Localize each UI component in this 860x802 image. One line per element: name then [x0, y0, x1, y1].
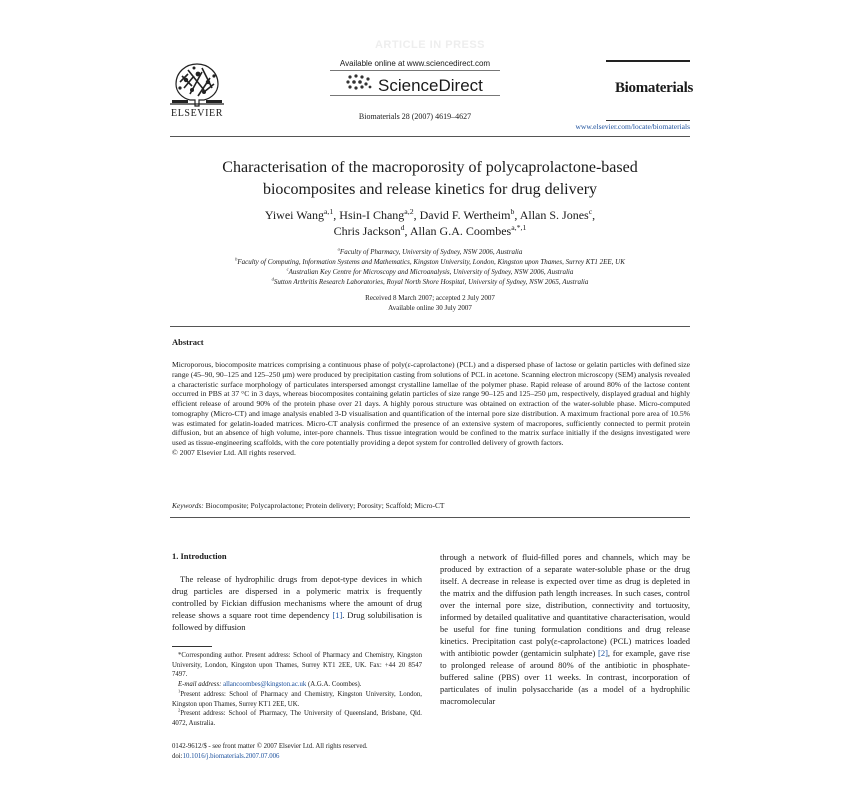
- abstract-divider-top: [170, 326, 690, 327]
- article-dates: [170, 293, 690, 313]
- author[interactable]: Chris Jackson: [333, 224, 401, 238]
- title-line-1: Characterisation of the macroporosity of polycaprolactone-based: [222, 159, 638, 176]
- affiliation: $^c$Australian Key Centre for Microscopy and Microanalysis, University of Sydney, NSW 2006, Australia: [286, 266, 574, 276]
- corresponding-author-note: *Corresponding author. Present address: School of Pharmacy and Chemistry, Kingston University, London, Kingston upon Thames, Surrey KT1 2EE, UK. Fax: +44 20 8547 7497.: [172, 652, 422, 679]
- affiliations: [170, 247, 690, 287]
- received-date: Received 8 March 2007; accepted 2 July 2007: [365, 294, 495, 302]
- affiliation: $^a$Faculty of Pharmacy, University of Sydney, NSW 2006, Australia: [337, 246, 523, 256]
- email-link[interactable]: allancoombes@kingston.ac.uk: [223, 681, 307, 689]
- copyright: © 2007 Elsevier Ltd. All rights reserved.: [172, 447, 296, 457]
- sciencedirect-brand[interactable]: ScienceDirect: [378, 76, 483, 95]
- journal-rule-bottom: [606, 120, 690, 121]
- section-heading-introduction: 1. Introduction: [172, 551, 227, 561]
- online-date: Available online 30 July 2007: [388, 304, 472, 312]
- reference-link[interactable]: [2]: [597, 648, 608, 658]
- author[interactable]: Allan S. Jones: [519, 208, 589, 222]
- affiliation: $^d$Sutton Arthritis Research Laboratories, Royal North Shore Hospital, University of Sydney, NSW 2065, Australia: [271, 276, 589, 286]
- journal-citation: Biomaterials 28 (2007) 4619–4627: [358, 112, 472, 121]
- sciencedirect-icon: [344, 72, 374, 92]
- doi-line: doi:10.1016/j.biomaterials.2007.07.006: [172, 753, 280, 760]
- doi-link[interactable]: 10.1016/j.biomaterials.2007.07.006: [182, 753, 280, 760]
- footnote-2: $^2$Present address: School of Pharmacy, The University of Queensland, Brisbane, Qld. 4072, Australia.: [172, 707, 422, 727]
- author[interactable]: Allan G.A. Coombes: [409, 224, 512, 238]
- abstract-heading: Abstract: [172, 337, 204, 347]
- watermark: ARTICLE IN PRESS: [374, 39, 486, 51]
- author[interactable]: David F. Wertheim: [419, 208, 511, 222]
- header-divider: [170, 136, 690, 137]
- intro-paragraph-left: The release of hydrophilic drugs from depot-type devices in which drug particles are dispersed in a polymeric matrix is frequently controlled by Fickian diffusion mechanisms where the amount of drug release shows a square root time dependency [1]. Drug solubilisation is followed by diffusion: [172, 574, 422, 632]
- issn-line: 0142-9612/$ - see front matter © 2007 Elsevier Ltd. All rights reserved.: [172, 743, 368, 750]
- email-note: E-mail address: allancoombes@kingston.ac.uk (A.G.A. Coombes).: [178, 681, 362, 689]
- author[interactable]: Hsin-I Chang: [339, 208, 405, 222]
- page-footer: [172, 742, 432, 762]
- abstract-divider-bottom: [170, 517, 690, 518]
- author[interactable]: Yiwei Wang: [264, 208, 324, 222]
- footnote-divider: [172, 646, 212, 647]
- reference-link[interactable]: [1]: [332, 610, 343, 620]
- keywords-label: Keywords:: [172, 501, 204, 510]
- sciencedirect-availability[interactable]: Available online at www.sciencedirect.com: [339, 59, 491, 68]
- title-line-2: biocomposites and release kinetics for drug delivery: [262, 181, 598, 198]
- journal-rule-top: [606, 60, 690, 62]
- affiliation: $^b$Faculty of Computing, Information Systems and Mathematics, Kingston University, London, Kingston upon Thames, Surrey KT1 2EE, UK: [235, 256, 625, 266]
- footnotes: [172, 651, 422, 729]
- keywords: [172, 501, 690, 510]
- article-title: [170, 157, 690, 201]
- publisher-name: ELSEVIER: [170, 108, 224, 119]
- journal-name: Biomaterials: [614, 80, 693, 96]
- keywords-list: Biocomposite; Polycaprolactone; Protein delivery; Porosity; Scaffold; Micro-CT: [205, 501, 445, 510]
- journal-url-link[interactable]: www.elsevier.com/locate/biomaterials: [575, 122, 690, 131]
- abstract-text: Microporous, biocomposite matrices comprising a continuous phase of poly(ε-caprolactone) (PCL) and a dispersed phase of lactose or gelatin particles with defined size range (45–90, 90–125 and 125–250 μm) were produced by precipitation casting from solutions of PCL in acetone. Scanning electron microscopy (SEM) analysis revealed a characteristic surface morphology of particulates interspersed amongst crystalline lamellae of the polymer phase. Rapid release of around 80% of the lactose content occurred in PBS at 37 °C in 3 days, whereas biocomposites containing gelatin particles of size range 90–125 and 125–250 μm, respectively, displayed gradual and highly efficient release of around 90% of the protein phase over 21 days. A highly porous structure was obtained on extraction of the water-soluble phase. Micro-computed tomography (Micro-CT) and image analysis enabled 3-D visualisation and quantification of the internal pore size distribution. A maximum fractional pore area of 10.5% was estimated for gelatin-loaded matrices. Micro-CT analysis confirmed the presence of an extensive system of macropores, sufficiently connected to permit protein diffusion, but an absence of high volume, inter-pore channels. Thus tissue integration would be confined to the matrix surface initially if the designs investigated were used as tissue-engineering scaffolds, with the core potentially providing a depot system for controlled delivery of growth factors. © 2007 Elsevier Ltd. All rights reserved.: [172, 360, 690, 457]
- author-list: Yiwei Wang$^{a,1}$, Hsin-I Chang$^{a,2}$, David F. Wertheim$^b$, Allan S. Jones$^c$, Chris Jackson$^d$, Allan G.A. Coombes$^{a,*,1}$: [264, 207, 596, 238]
- footnote-1: $^1$Present address: School of Pharmacy and Chemistry, Kingston University, London, Kingston upon Thames, Surrey KT1 2EE, UK.: [172, 688, 422, 708]
- intro-paragraph-right: through a network of fluid-filled pores and channels, which may be produced by extraction of a separate water-soluble phase or the drug itself. A decrease in release is expected over time as drug is depleted in the matrix and the diffusion path length increases. In such cases, control over the internal pore size, distribution, connectivity and tortuosity, informed by detailed qualitative and quantitative characterisation, would be useful for fine tuning formulation conditions and drug release kinetics. Precipitation cast poly(ε-caprolactone) (PCL) matrices loaded with antibiotic powder (gentamicin sulphate) [2], for example, gave rise to prolonged release of around 80% of the antibiotic in phosphate-buffered saline (PBS) over 11 weeks. In contrast, incorporation of particulates of inulin polysaccharide (as a model of a hydrophilic macromolecular: [440, 552, 690, 706]
